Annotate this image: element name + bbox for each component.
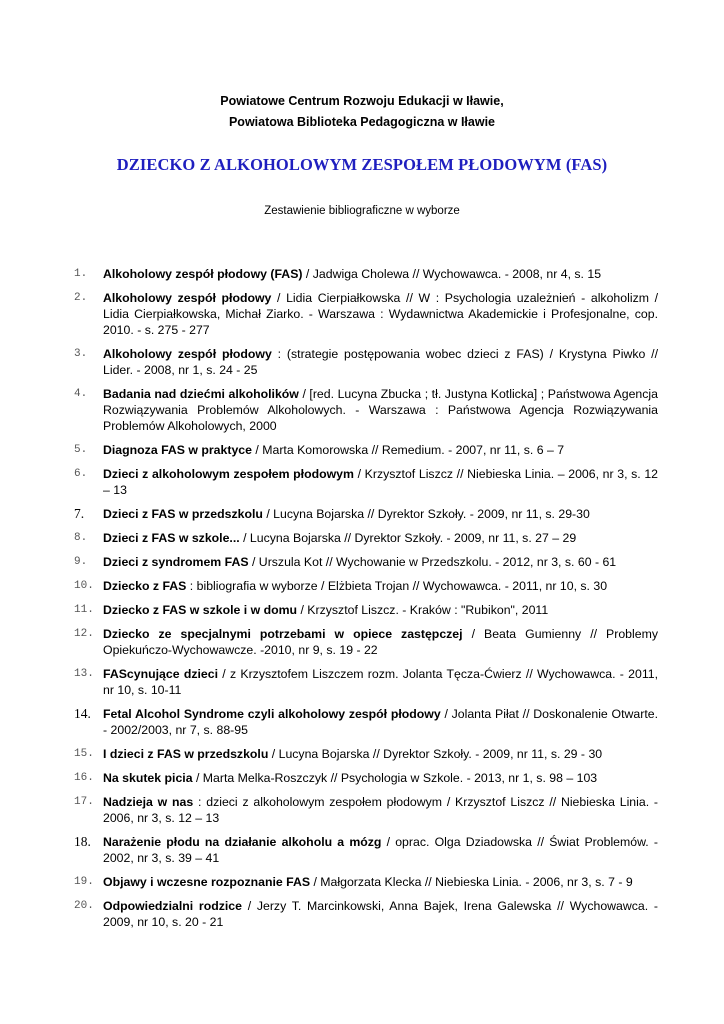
entry-text bbox=[103, 746, 658, 762]
bibliography-entry bbox=[0, 554, 724, 570]
bibliography-entry bbox=[0, 834, 724, 866]
entry-details: / Marta Komorowska // Remedium. - 2007, nr 11, s. 6 – 7 bbox=[251, 443, 565, 457]
entry-title: Narażenie płodu na działanie alkoholu a mózg bbox=[103, 835, 382, 849]
bibliography-entry bbox=[0, 746, 724, 762]
entry-number: 14. bbox=[74, 706, 91, 721]
entry-details: / Małgorzata Klecka // Niebieska Linia. - 2006, nr 3, s. 7 - 9 bbox=[310, 875, 633, 889]
entry-title: Diagnoza FAS w praktyce bbox=[103, 443, 252, 457]
entry-number: 19. bbox=[74, 876, 94, 888]
entry-details: / Marta Melka-Roszczyk // Psychologia w Szkole. - 2013, nr 1, s. 98 – 103 bbox=[192, 771, 598, 785]
entry-details: / Lucyna Bojarska // Dyrektor Szkoły. - 2009, nr 11, s. 27 – 29 bbox=[239, 531, 577, 545]
entry-text bbox=[103, 290, 658, 338]
institution-line-2: Powiatowa Biblioteka Pedagogiczna w Iławie bbox=[228, 115, 496, 129]
entry-number: 17. bbox=[74, 796, 94, 808]
entry-text bbox=[103, 386, 658, 434]
entry-details: / [red. Lucyna Zbucka ; tł. Justyna Kotlicka] ; Państwowa Agencja Rozwiązywania Problemów Alkoholowych. - Warszawa : Państwowa Agencja Rozwiązywania Problemów Alkoholowych, 2000 bbox=[103, 387, 658, 433]
entry-number: 2. bbox=[74, 292, 88, 304]
entry-details: / Jerzy T. Marcinkowski, Anna Bajek, Irena Galewska // Wychowawca. - 2009, nr 10, s. 20 - 21 bbox=[103, 899, 658, 929]
entry-text bbox=[103, 794, 658, 826]
bibliography-entry bbox=[0, 290, 724, 338]
entry-title: Dziecko z FAS w szkole i w domu bbox=[103, 603, 298, 617]
bibliography-entry bbox=[0, 706, 724, 738]
entry-details: / Jolanta Piłat // Doskonalenie Otwarte. - 2002/2003, nr 7, s. 88-95 bbox=[103, 707, 658, 737]
entry-details: : dzieci z alkoholowym zespołem płodowym / Krzysztof Liszcz // Niebieska Linia. - 2006, nr 3, s. 12 – 13 bbox=[103, 795, 659, 825]
entry-text bbox=[103, 834, 658, 866]
entry-text bbox=[103, 602, 658, 618]
entry-number: 9. bbox=[74, 556, 88, 568]
entry-title: Dzieci z FAS w szkole... bbox=[103, 531, 240, 545]
entry-number: 16. bbox=[74, 772, 94, 784]
bibliography-entry bbox=[0, 898, 724, 930]
entry-number: 11. bbox=[74, 604, 94, 616]
entry-number: 5. bbox=[74, 444, 88, 456]
entry-details: / oprac. Olga Dziadowska // Świat Problemów. - 2002, nr 3, s. 39 – 41 bbox=[103, 835, 658, 865]
entry-details: / z Krzysztofem Liszczem rozm. Jolanta Tęcza-Ćwierz // Wychowawca. - 2011, nr 10, s. 10-11 bbox=[103, 667, 658, 697]
institution-line-1: Powiatowe Centrum Rozwoju Edukacji w Iławie, bbox=[220, 94, 504, 108]
entry-text bbox=[103, 578, 658, 594]
entry-number: 6. bbox=[74, 468, 88, 480]
entry-title: Nadzieja w nas bbox=[103, 795, 194, 809]
entry-text bbox=[103, 706, 658, 738]
bibliography-list bbox=[0, 266, 724, 938]
entry-text bbox=[103, 554, 658, 570]
entry-details: / Urszula Kot // Wychowanie w Przedszkolu. - 2012, nr 3, s. 60 - 61 bbox=[248, 555, 617, 569]
entry-title: Dzieci z alkoholowym zespołem płodowym bbox=[103, 467, 354, 481]
entry-number: 13. bbox=[74, 668, 94, 680]
entry-text bbox=[103, 442, 658, 458]
bibliography-entry bbox=[0, 466, 724, 498]
entry-title: FAScynujące dzieci bbox=[103, 667, 218, 681]
entry-text bbox=[103, 346, 658, 378]
entry-number: 7. bbox=[74, 506, 85, 521]
entry-title: Fetal Alcohol Syndrome czyli alkoholowy zespół płodowy bbox=[103, 707, 441, 721]
entry-text bbox=[103, 666, 658, 698]
entry-details: / Lidia Cierpiałkowska // W : Psychologia uzależnień - alkoholizm / Lidia Cierpiałkowska, Michał Ziarko. - Warszawa : Wydawnictwa Akademickie i Profesjonalne, cop. 2010. - s. 275 - 277 bbox=[103, 291, 659, 337]
entry-details: / Lucyna Bojarska // Dyrektor Szkoły. - 2009, nr 11, s. 29 - 30 bbox=[268, 747, 603, 761]
entry-title: Odpowiedzialni rodzice bbox=[103, 899, 242, 913]
entry-number: 12. bbox=[74, 628, 94, 640]
entry-details: / Krzysztof Liszcz // Niebieska Linia. – 2006, nr 3, s. 12 – 13 bbox=[103, 467, 658, 497]
bibliography-entry bbox=[0, 506, 724, 522]
entry-title: Na skutek picia bbox=[103, 771, 193, 785]
entry-number: 4. bbox=[74, 388, 88, 400]
document-subtitle: Zestawienie bibliograficzne w wyborze bbox=[264, 205, 460, 217]
entry-details: / Krzysztof Liszcz. - Kraków : "Rubikon", 2011 bbox=[297, 603, 549, 617]
entry-number: 15. bbox=[74, 748, 94, 760]
entry-number: 3. bbox=[74, 348, 88, 360]
entry-number: 10. bbox=[74, 580, 94, 592]
entry-text bbox=[103, 506, 658, 522]
entry-text bbox=[103, 530, 658, 546]
bibliography-entry bbox=[0, 386, 724, 434]
entry-number: 18. bbox=[74, 834, 91, 849]
entry-title: Dziecko z FAS bbox=[103, 579, 187, 593]
entry-title: Dzieci z FAS w przedszkolu bbox=[103, 507, 263, 521]
entry-details: : bibliografia w wyborze / Elżbieta Trojan // Wychowawca. - 2011, nr 10, s. 30 bbox=[186, 579, 608, 593]
bibliography-entry bbox=[0, 874, 724, 890]
entry-text bbox=[103, 874, 658, 890]
entry-title: I dzieci z FAS w przedszkolu bbox=[103, 747, 269, 761]
bibliography-entry bbox=[0, 626, 724, 658]
bibliography-entry bbox=[0, 530, 724, 546]
bibliography-entry bbox=[0, 266, 724, 282]
bibliography-entry bbox=[0, 346, 724, 378]
bibliography-entry bbox=[0, 770, 724, 786]
entry-title: Dziecko ze specjalnymi potrzebami w opiece zastępczej bbox=[103, 627, 463, 641]
entry-title: Dzieci z syndromem FAS bbox=[103, 555, 249, 569]
entry-number: 20. bbox=[74, 900, 94, 912]
entry-details: / Jadwiga Cholewa // Wychowawca. - 2008, nr 4, s. 15 bbox=[302, 267, 602, 281]
entry-title: Alkoholowy zespół płodowy (FAS) bbox=[103, 267, 303, 281]
entry-title: Alkoholowy zespół płodowy bbox=[103, 291, 272, 305]
entry-text bbox=[103, 898, 658, 930]
entry-text bbox=[103, 626, 658, 658]
entry-title: Objawy i wczesne rozpoznanie FAS bbox=[103, 875, 311, 889]
document-title: DZIECKO Z ALKOHOLOWYM ZESPOŁEM PŁODOWYM (FAS) bbox=[116, 155, 608, 174]
entry-text bbox=[103, 466, 658, 498]
entry-details: : (strategie postępowania wobec dzieci z FAS) / Krystyna Piwko // Lider. - 2008, nr 1, s. 24 - 25 bbox=[103, 347, 659, 377]
entry-number: 8. bbox=[74, 532, 88, 544]
entry-text bbox=[103, 266, 658, 282]
entry-number: 1. bbox=[74, 268, 88, 280]
entry-details: / Beata Gumienny // Problemy Opiekuńczo-Wychowawcze. -2010, nr 9, s. 19 - 22 bbox=[103, 627, 658, 657]
entry-text bbox=[103, 770, 658, 786]
bibliography-entry bbox=[0, 602, 724, 618]
bibliography-entry bbox=[0, 578, 724, 594]
bibliography-entry bbox=[0, 442, 724, 458]
bibliography-entry bbox=[0, 666, 724, 698]
entry-title: Badania nad dziećmi alkoholików bbox=[103, 387, 299, 401]
bibliography-entry bbox=[0, 794, 724, 826]
entry-details: / Lucyna Bojarska // Dyrektor Szkoły. - 2009, nr 11, s. 29-30 bbox=[262, 507, 590, 521]
entry-title: Alkoholowy zespół płodowy bbox=[103, 347, 272, 361]
